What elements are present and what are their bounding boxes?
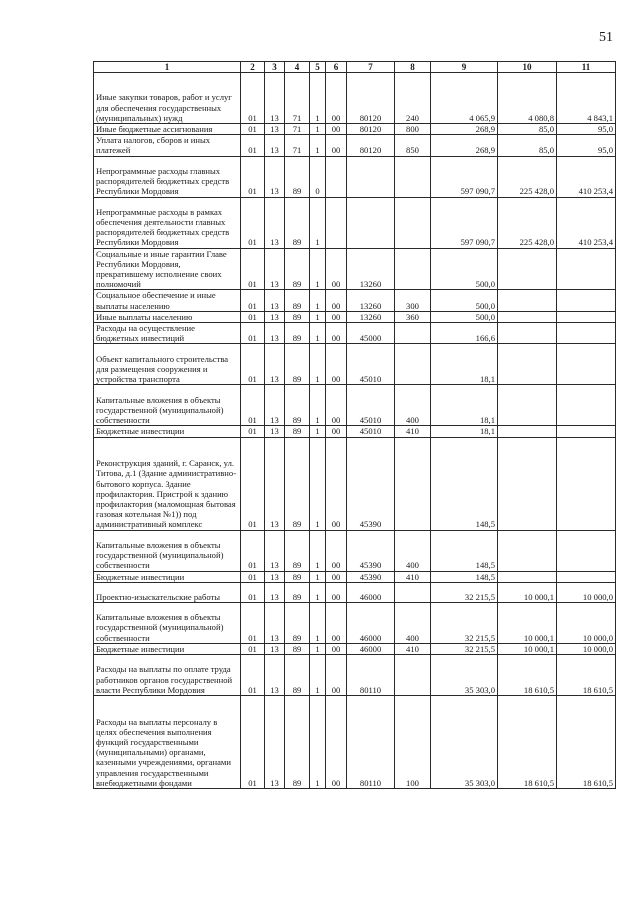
table-cell-c6: 00 xyxy=(326,602,347,643)
table-cell-c3: 13 xyxy=(265,643,285,654)
column-header: 1 xyxy=(94,62,241,73)
column-header: 7 xyxy=(347,62,395,73)
expense-name-cell: Социальные и иные гарантии Главе Республики Мордовия, прекратившему исполнение своих полномочий xyxy=(94,248,241,290)
table-cell-c11: 10 000,0 xyxy=(557,643,616,654)
table-cell-c8 xyxy=(395,197,431,248)
table-cell-c10 xyxy=(498,344,557,385)
expense-name-cell: Капитальные вложения в объекты государственной (муниципальной) собственности xyxy=(94,530,241,571)
table-row xyxy=(94,696,616,789)
table-cell-c8: 240 xyxy=(395,73,431,124)
table-cell-c8: 360 xyxy=(395,311,431,322)
table-cell-c7: 13260 xyxy=(347,311,395,322)
table-cell-c3: 13 xyxy=(265,197,285,248)
table-cell-c7: 80120 xyxy=(347,135,395,156)
column-header: 8 xyxy=(395,62,431,73)
column-header: 5 xyxy=(310,62,326,73)
table-cell-c4: 89 xyxy=(285,311,310,322)
expense-name-cell: Бюджетные инвестиции xyxy=(94,643,241,654)
table-cell-c2: 01 xyxy=(241,197,265,248)
table-cell-c6: 00 xyxy=(326,426,347,437)
table-cell-c4: 89 xyxy=(285,571,310,582)
table-cell-c11: 10 000,0 xyxy=(557,602,616,643)
table-cell-c7: 45390 xyxy=(347,571,395,582)
expense-name-cell: Расходы на выплаты по оплате труда работников органов государственной власти Республики Мордовия xyxy=(94,655,241,696)
table-cell-c4: 71 xyxy=(285,135,310,156)
table-row xyxy=(94,197,616,248)
table-cell-c4: 89 xyxy=(285,344,310,385)
table-cell-c7: 45390 xyxy=(347,530,395,571)
table-cell-c5: 1 xyxy=(310,571,326,582)
table-cell-c10: 10 000,1 xyxy=(498,602,557,643)
table-cell-c7: 13260 xyxy=(347,290,395,311)
table-cell-c7: 80110 xyxy=(347,696,395,789)
table-cell-c4: 89 xyxy=(285,426,310,437)
table-row xyxy=(94,426,616,437)
table-cell-c2: 01 xyxy=(241,571,265,582)
table-cell-c11 xyxy=(557,344,616,385)
table-cell-c7: 45010 xyxy=(347,344,395,385)
expense-name-cell: Объект капитального строительства для размещения сооружения и устройства транспорта xyxy=(94,344,241,385)
table-cell-c6: 00 xyxy=(326,73,347,124)
table-cell-c8 xyxy=(395,248,431,290)
table-cell-c6: 00 xyxy=(326,323,347,344)
table-cell-c2: 01 xyxy=(241,643,265,654)
table-cell-c10: 18 610,5 xyxy=(498,655,557,696)
expense-name-cell: Бюджетные инвестиции xyxy=(94,426,241,437)
column-header: 3 xyxy=(265,62,285,73)
table-cell-c10: 4 080,8 xyxy=(498,73,557,124)
table-cell-c11: 18 610,5 xyxy=(557,655,616,696)
table-body xyxy=(94,73,616,789)
table-cell-c3: 13 xyxy=(265,248,285,290)
table-cell-c8 xyxy=(395,323,431,344)
table-header-row xyxy=(94,62,616,73)
table-cell-c2: 01 xyxy=(241,135,265,156)
table-cell-c9: 18,1 xyxy=(431,344,498,385)
table-cell-c7: 45000 xyxy=(347,323,395,344)
page-number: 51 xyxy=(599,30,613,45)
expense-name-cell: Социальное обеспечение и иные выплаты населению xyxy=(94,290,241,311)
table-cell-c11 xyxy=(557,311,616,322)
table-cell-c4: 89 xyxy=(285,437,310,530)
table-cell-c9: 35 303,0 xyxy=(431,696,498,789)
table-cell-c3: 13 xyxy=(265,135,285,156)
table-cell-c2: 01 xyxy=(241,73,265,124)
expense-name-cell: Бюджетные инвестиции xyxy=(94,571,241,582)
table-cell-c3: 13 xyxy=(265,290,285,311)
table-cell-c9: 148,5 xyxy=(431,530,498,571)
table-cell-c4: 89 xyxy=(285,248,310,290)
table-cell-c2: 01 xyxy=(241,530,265,571)
table-cell-c3: 13 xyxy=(265,655,285,696)
table-cell-c9: 500,0 xyxy=(431,311,498,322)
table-cell-c6: 00 xyxy=(326,311,347,322)
table-cell-c2: 01 xyxy=(241,602,265,643)
table-cell-c5: 1 xyxy=(310,124,326,135)
table-row xyxy=(94,385,616,426)
table-cell-c4: 89 xyxy=(285,197,310,248)
table-cell-c8: 100 xyxy=(395,696,431,789)
table-cell-c9: 32 215,5 xyxy=(431,602,498,643)
table-cell-c3: 13 xyxy=(265,124,285,135)
expense-name-cell: Капитальные вложения в объекты государственной (муниципальной) собственности xyxy=(94,602,241,643)
table-cell-c2: 01 xyxy=(241,655,265,696)
table-row xyxy=(94,571,616,582)
table-cell-c3: 13 xyxy=(265,156,285,197)
table-cell-c2: 01 xyxy=(241,248,265,290)
table-cell-c10 xyxy=(498,311,557,322)
table-cell-c5: 1 xyxy=(310,437,326,530)
table-cell-c10 xyxy=(498,426,557,437)
table-cell-c9: 597 090,7 xyxy=(431,156,498,197)
table-cell-c5: 1 xyxy=(310,582,326,602)
table-row xyxy=(94,124,616,135)
table-cell-c3: 13 xyxy=(265,385,285,426)
table-cell-c10: 10 000,1 xyxy=(498,582,557,602)
table-cell-c7: 80110 xyxy=(347,655,395,696)
table-cell-c4: 89 xyxy=(285,530,310,571)
expense-name-cell: Реконструкция зданий, г. Саранск, ул. Титова, д.1 (Здание административно-бытового корпуса. Здание профилактория. Пристрой к зданию профилактория (маломощная бытовая газовая котельная №1)) под административный комплекс xyxy=(94,437,241,530)
table-cell-c6: 00 xyxy=(326,385,347,426)
table-cell-c8: 400 xyxy=(395,530,431,571)
expense-name-cell: Иные бюджетные ассигнования xyxy=(94,124,241,135)
column-header: 9 xyxy=(431,62,498,73)
table-cell-c2: 01 xyxy=(241,344,265,385)
table-cell-c9: 166,6 xyxy=(431,323,498,344)
table-cell-c9: 4 065,9 xyxy=(431,73,498,124)
column-header: 10 xyxy=(498,62,557,73)
table-cell-c2: 01 xyxy=(241,426,265,437)
table-cell-c8: 400 xyxy=(395,602,431,643)
table-cell-c11 xyxy=(557,571,616,582)
table-cell-c8 xyxy=(395,437,431,530)
table-cell-c2: 01 xyxy=(241,124,265,135)
table-cell-c5: 1 xyxy=(310,197,326,248)
table-cell-c4: 89 xyxy=(285,643,310,654)
table-cell-c2: 01 xyxy=(241,323,265,344)
table-cell-c8 xyxy=(395,582,431,602)
table-cell-c8 xyxy=(395,344,431,385)
table-cell-c4: 89 xyxy=(285,385,310,426)
table-cell-c9: 18,1 xyxy=(431,385,498,426)
table-cell-c2: 01 xyxy=(241,156,265,197)
table-cell-c11: 4 843,1 xyxy=(557,73,616,124)
table-cell-c11: 10 000,0 xyxy=(557,582,616,602)
table-cell-c5: 1 xyxy=(310,602,326,643)
table-cell-c3: 13 xyxy=(265,73,285,124)
column-header: 4 xyxy=(285,62,310,73)
table-cell-c9: 18,1 xyxy=(431,426,498,437)
table-cell-c5: 1 xyxy=(310,135,326,156)
table-cell-c7: 46000 xyxy=(347,582,395,602)
table-cell-c5: 1 xyxy=(310,426,326,437)
table-cell-c3: 13 xyxy=(265,426,285,437)
table-cell-c7: 46000 xyxy=(347,643,395,654)
expense-name-cell: Непрограммные расходы в рамках обеспечения деятельности главных распорядителей бюджетных средств Республики Мордовия xyxy=(94,197,241,248)
table-cell-c9: 148,5 xyxy=(431,571,498,582)
table-cell-c9: 500,0 xyxy=(431,290,498,311)
table-cell-c11: 18 610,5 xyxy=(557,696,616,789)
table-cell-c10 xyxy=(498,437,557,530)
table-cell-c2: 01 xyxy=(241,290,265,311)
table-row xyxy=(94,582,616,602)
table-cell-c8: 800 xyxy=(395,124,431,135)
table-row xyxy=(94,643,616,654)
table-cell-c9: 35 303,0 xyxy=(431,655,498,696)
table-cell-c3: 13 xyxy=(265,696,285,789)
table-cell-c6: 00 xyxy=(326,124,347,135)
table-cell-c8: 410 xyxy=(395,571,431,582)
table-cell-c7: 46000 xyxy=(347,602,395,643)
table-cell-c7: 13260 xyxy=(347,248,395,290)
table-cell-c3: 13 xyxy=(265,582,285,602)
table-cell-c4: 89 xyxy=(285,655,310,696)
table-cell-c8: 410 xyxy=(395,426,431,437)
table-cell-c10: 225 428,0 xyxy=(498,156,557,197)
table-cell-c11: 95,0 xyxy=(557,135,616,156)
column-header: 11 xyxy=(557,62,616,73)
table-cell-c11 xyxy=(557,248,616,290)
table-cell-c6: 00 xyxy=(326,530,347,571)
table-cell-c5: 1 xyxy=(310,696,326,789)
table-cell-c6: 00 xyxy=(326,643,347,654)
table-cell-c10 xyxy=(498,323,557,344)
table-cell-c7: 80120 xyxy=(347,124,395,135)
table-cell-c4: 89 xyxy=(285,156,310,197)
table-cell-c8: 400 xyxy=(395,385,431,426)
table-cell-c11: 410 253,4 xyxy=(557,197,616,248)
table-cell-c10: 225 428,0 xyxy=(498,197,557,248)
table-cell-c7: 80120 xyxy=(347,73,395,124)
table-cell-c10 xyxy=(498,290,557,311)
table-cell-c8: 850 xyxy=(395,135,431,156)
table-cell-c6: 00 xyxy=(326,344,347,385)
budget-table xyxy=(93,61,616,789)
table-cell-c2: 01 xyxy=(241,311,265,322)
table-cell-c2: 01 xyxy=(241,437,265,530)
table-cell-c11 xyxy=(557,323,616,344)
expense-name-cell: Непрограммные расходы главных распорядителей бюджетных средств Республики Мордовия xyxy=(94,156,241,197)
table-cell-c3: 13 xyxy=(265,344,285,385)
table-cell-c4: 89 xyxy=(285,582,310,602)
table-cell-c5: 1 xyxy=(310,530,326,571)
table-cell-c11 xyxy=(557,530,616,571)
table-row xyxy=(94,290,616,311)
table-cell-c4: 89 xyxy=(285,696,310,789)
table-cell-c5: 1 xyxy=(310,385,326,426)
table-cell-c6: 00 xyxy=(326,696,347,789)
expense-name-cell: Капитальные вложения в объекты государственной (муниципальной) собственности xyxy=(94,385,241,426)
table-cell-c4: 71 xyxy=(285,124,310,135)
table-cell-c5: 1 xyxy=(310,290,326,311)
table-cell-c4: 89 xyxy=(285,290,310,311)
table-cell-c6: 00 xyxy=(326,135,347,156)
table-cell-c7: 45010 xyxy=(347,385,395,426)
table-cell-c5: 1 xyxy=(310,73,326,124)
table-cell-c6: 00 xyxy=(326,290,347,311)
table-cell-c4: 89 xyxy=(285,602,310,643)
table-cell-c3: 13 xyxy=(265,571,285,582)
table-cell-c10: 18 610,5 xyxy=(498,696,557,789)
expense-name-cell: Расходы на осуществление бюджетных инвестиций xyxy=(94,323,241,344)
table-cell-c8: 410 xyxy=(395,643,431,654)
table-cell-c6: 00 xyxy=(326,582,347,602)
table-row xyxy=(94,156,616,197)
table-cell-c10 xyxy=(498,248,557,290)
table-cell-c11 xyxy=(557,426,616,437)
table-cell-c9: 32 215,5 xyxy=(431,643,498,654)
table-cell-c5: 0 xyxy=(310,156,326,197)
table-cell-c5: 1 xyxy=(310,655,326,696)
table-cell-c2: 01 xyxy=(241,582,265,602)
table-row xyxy=(94,323,616,344)
table-cell-c8: 300 xyxy=(395,290,431,311)
table-cell-c11 xyxy=(557,385,616,426)
table-cell-c11 xyxy=(557,437,616,530)
table-cell-c11: 410 253,4 xyxy=(557,156,616,197)
table-cell-c3: 13 xyxy=(265,323,285,344)
expense-name-cell: Иные закупки товаров, работ и услуг для обеспечения государственных (муниципальных) нужд xyxy=(94,73,241,124)
expense-name-cell: Уплата налогов, сборов и иных платежей xyxy=(94,135,241,156)
table-row xyxy=(94,437,616,530)
table-cell-c9: 32 215,5 xyxy=(431,582,498,602)
table-cell-c5: 1 xyxy=(310,248,326,290)
table-row xyxy=(94,248,616,290)
table-cell-c10 xyxy=(498,385,557,426)
table-cell-c2: 01 xyxy=(241,385,265,426)
table-row xyxy=(94,655,616,696)
table-cell-c10: 85,0 xyxy=(498,124,557,135)
table-cell-c10: 10 000,1 xyxy=(498,643,557,654)
table-cell-c4: 71 xyxy=(285,73,310,124)
table-cell-c9: 500,0 xyxy=(431,248,498,290)
table-cell-c4: 89 xyxy=(285,323,310,344)
table-cell-c3: 13 xyxy=(265,602,285,643)
expense-name-cell: Расходы на выплаты персоналу в целях обеспечения выполнения функций государственными (муниципальными) органами, казенными учреждениями, органами управления государственными внебюджетными фондами xyxy=(94,696,241,789)
table-cell-c6: 00 xyxy=(326,655,347,696)
table-cell-c6 xyxy=(326,156,347,197)
table-row xyxy=(94,135,616,156)
expense-name-cell: Иные выплаты населению xyxy=(94,311,241,322)
table-cell-c3: 13 xyxy=(265,437,285,530)
table-cell-c7 xyxy=(347,156,395,197)
table-row xyxy=(94,530,616,571)
table-cell-c3: 13 xyxy=(265,311,285,322)
table-cell-c11: 95,0 xyxy=(557,124,616,135)
table-cell-c10: 85,0 xyxy=(498,135,557,156)
table-cell-c5: 1 xyxy=(310,323,326,344)
table-cell-c5: 1 xyxy=(310,311,326,322)
table-row xyxy=(94,311,616,322)
table-cell-c6 xyxy=(326,197,347,248)
table-cell-c6: 00 xyxy=(326,437,347,530)
table-cell-c10 xyxy=(498,571,557,582)
table-row xyxy=(94,73,616,124)
column-header: 6 xyxy=(326,62,347,73)
table-cell-c5: 1 xyxy=(310,643,326,654)
table-cell-c2: 01 xyxy=(241,696,265,789)
table-cell-c7 xyxy=(347,197,395,248)
table-cell-c7: 45390 xyxy=(347,437,395,530)
table-cell-c3: 13 xyxy=(265,530,285,571)
table-cell-c10 xyxy=(498,530,557,571)
table-cell-c8 xyxy=(395,156,431,197)
table-cell-c9: 148,5 xyxy=(431,437,498,530)
table-cell-c6: 00 xyxy=(326,248,347,290)
table-cell-c9: 268,9 xyxy=(431,135,498,156)
table-cell-c5: 1 xyxy=(310,344,326,385)
column-header: 2 xyxy=(241,62,265,73)
table-cell-c9: 597 090,7 xyxy=(431,197,498,248)
expense-name-cell: Проектно-изыскательские работы xyxy=(94,582,241,602)
table-cell-c6: 00 xyxy=(326,571,347,582)
table-cell-c8 xyxy=(395,655,431,696)
table-cell-c7: 45010 xyxy=(347,426,395,437)
table-row xyxy=(94,602,616,643)
table-cell-c11 xyxy=(557,290,616,311)
table-cell-c9: 268,9 xyxy=(431,124,498,135)
table-row xyxy=(94,344,616,385)
